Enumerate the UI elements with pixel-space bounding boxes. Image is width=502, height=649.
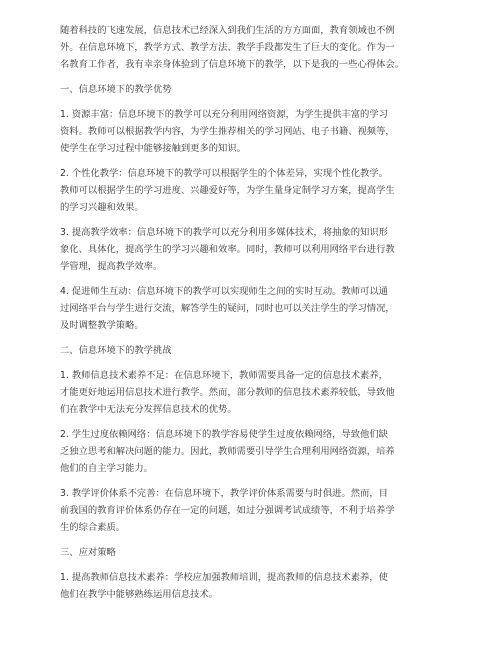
document-page [60,22,450,611]
challenge-item-2 [60,426,450,477]
paragraph-line: 他们在教学中能够熟练运用信息技术。 [60,589,219,600]
paragraph-line: 学管理，提高教学效率。 [60,261,163,272]
paragraph-line: 过网络平台与学生进行交流，解答学生的疑问，同时也可以关注学生的学习情况， [60,303,395,314]
section-heading-strategies: 三、应对策略 [60,547,116,558]
paragraph-line: 1. 资源丰富：信息环境下的教学可以充分利用网络资源，为学生提供丰富的学习 [60,109,388,120]
challenge-item-1 [60,367,450,418]
strategy-item-1 [60,569,450,603]
advantage-item-4 [60,283,450,334]
intro-line: 随着科技的飞速发展，信息技术已经深入到我们生活的方方面面，教育领域也不例 [60,25,395,36]
paragraph-line: 的学习兴趣和效果。 [60,202,144,213]
paragraph-line: 前我国的教育评价体系仍存在一定的问题，如过分强调考试成绩等，不利于培养学 [60,505,395,516]
paragraph-line: 使学生在学习过程中能够接触到更多的知识。 [60,143,246,154]
paragraph-line: 生的综合素质。 [60,522,126,533]
paragraph-line: 1. 提高教师信息技术素养：学校应加强教师培训，提高教师的信息技术素养，使 [60,572,388,583]
section-heading-advantages: 一、信息环境下的教学优势 [60,84,172,95]
paragraph-line: 才能更好地运用信息技术进行教学。然而，部分教师的信息技术素养较低，导致他 [60,387,395,398]
paragraph-line: 3. 教学评价体系不完善：在信息环境下，教学评价体系需要与时俱进。然而，目 [60,488,388,499]
paragraph-line: 资料。教师可以根据教学内容，为学生推荐相关的学习网站、电子书籍、视频等， [60,126,395,137]
section-heading-challenges: 二、信息环境下的教学挑战 [60,345,172,356]
paragraph-line: 他们的自主学习能力。 [60,463,153,474]
paragraph-line: 乏独立思考和解决问题的能力。因此，教师需要引导学生合理利用网络资源，培养 [60,446,395,457]
paragraph-line: 1. 教师信息技术素养不足：在信息环境下，教师需要具备一定的信息技术素养， [60,370,388,381]
challenge-item-3 [60,485,450,536]
paragraph-line: 象化、具体化，提高学生的学习兴趣和效率。同时，教师可以利用网络平台进行教 [60,244,395,255]
advantage-item-3 [60,224,450,275]
paragraph-line: 3. 提高教学效率：信息环境下的教学可以充分利用多媒体技术，将抽象的知识形 [60,227,388,238]
advantage-item-2 [60,165,450,216]
paragraph-line: 们在教学中无法充分发挥信息技术的优势。 [60,404,237,415]
intro-line: 名教育工作者，我有幸亲身体验到了信息环境下的教学，以下是我的一些心得体会。 [60,59,404,70]
intro-paragraph [60,22,450,73]
advantage-item-1 [60,106,450,157]
intro-line: 外。在信息环境下，教学方式、教学方法、教学手段都发生了巨大的变化。作为一 [60,42,395,53]
paragraph-line: 4. 促进师生互动：信息环境下的教学可以实现师生之间的实时互动。教师可以通 [60,286,388,297]
paragraph-line: 教师可以根据学生的学习进度、兴趣爱好等，为学生量身定制学习方案，提高学生 [60,185,395,196]
paragraph-line: 2. 个性化教学：信息环境下的教学可以根据学生的个体差异，实现个性化教学。 [60,168,388,179]
paragraph-line: 2. 学生过度依赖网络：信息环境下的教学容易使学生过度依赖网络，导致他们缺 [60,429,388,440]
paragraph-line: 及时调整教学策略。 [60,320,144,331]
